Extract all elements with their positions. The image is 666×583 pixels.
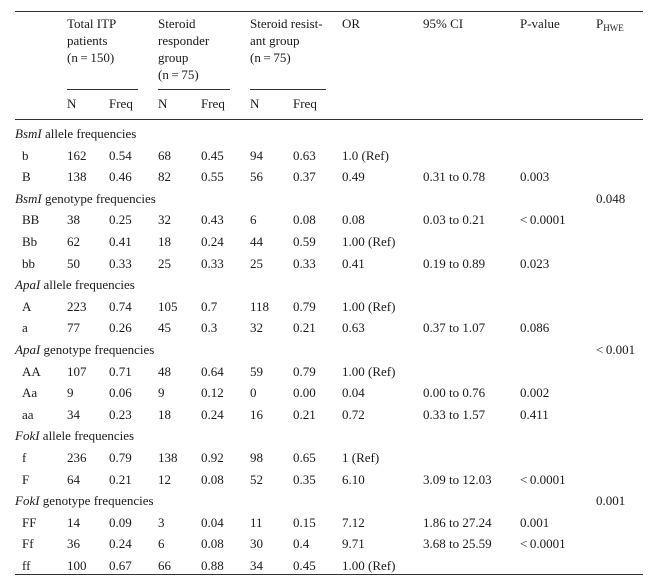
section-title — [15, 190, 156, 207]
table-cell: 0.08 — [293, 212, 316, 228]
table-cell: 12 — [158, 471, 171, 487]
table-cell: AA — [22, 363, 41, 379]
phwe-value: < 0.001 — [596, 342, 636, 357]
table-cell: 138 — [67, 169, 87, 185]
table-cell: 0.63 — [342, 320, 365, 336]
section-gene: BsmI — [15, 126, 42, 141]
table-cell: 9 — [67, 385, 74, 401]
table-cell: 0.79 — [293, 363, 316, 379]
table-cell: 118 — [250, 298, 270, 314]
section-title — [15, 492, 154, 509]
table-cell: 0.88 — [201, 558, 224, 573]
table-cell: 64 — [67, 471, 80, 487]
subrule-resistant — [250, 89, 326, 90]
table-cell: 0.24 — [109, 536, 132, 552]
table-cell: Aa — [22, 385, 38, 401]
table-cell: 0.54 — [109, 147, 132, 163]
table-cell: 0.24 — [201, 406, 224, 422]
table-cell: 0.086 — [520, 320, 550, 336]
section-gene: ApaI — [15, 277, 41, 293]
table-cell: 48 — [158, 363, 171, 379]
header-line: ant group — [250, 33, 300, 48]
header-line: (n = 150) — [67, 50, 115, 65]
table-cell: Ff — [22, 536, 34, 552]
table-cell: 3.68 to 25.59 — [423, 536, 492, 552]
table-cell: 0 — [250, 385, 257, 401]
table-cell: 3 — [158, 514, 165, 530]
section-gene: FokI — [15, 428, 40, 444]
table-cell: 0.72 — [342, 406, 365, 422]
section-gene: BsmI — [15, 190, 42, 206]
table-cell: 0.21 — [109, 471, 132, 487]
header-n: N — [158, 96, 168, 111]
table-cell: 1.0 (Ref) — [342, 147, 389, 163]
table-cell: 6 — [158, 536, 165, 552]
table-cell: 1.00 (Ref) — [342, 558, 396, 573]
table-cell: 98 — [250, 450, 263, 465]
table-cell: 0.41 — [109, 234, 132, 249]
table-cell: 9 — [158, 385, 165, 401]
table-cell: 0.00 — [293, 385, 316, 401]
table-cell: 66 — [158, 558, 171, 573]
table-cell: 0.65 — [293, 450, 316, 465]
table-cell: 1.00 (Ref) — [342, 234, 396, 249]
header-line: Steroid resist- — [250, 16, 323, 31]
section-label: genotype frequencies — [41, 190, 156, 206]
table-cell: a — [22, 320, 28, 336]
table-cell: 1.00 (Ref) — [342, 363, 396, 379]
table-cell: 0.46 — [109, 169, 132, 185]
section-title — [15, 125, 136, 142]
header-line: patients — [67, 33, 108, 48]
table-cell: 38 — [67, 212, 80, 228]
header-freq: Freq — [109, 96, 133, 111]
table-cell: 0.64 — [201, 363, 224, 379]
table-cell: 34 — [67, 406, 80, 422]
table-cell: 107 — [67, 363, 87, 379]
table-cell: 0.023 — [520, 255, 550, 271]
section-title — [15, 427, 134, 444]
table-cell: 0.003 — [520, 169, 550, 185]
table-cell: 0.74 — [109, 298, 132, 314]
table-cell: 0.26 — [109, 320, 132, 336]
table-cell: Bb — [22, 234, 38, 249]
table-cell: 0.24 — [201, 234, 224, 249]
table-cell: 68 — [158, 147, 171, 163]
table-cell: 0.15 — [293, 514, 316, 530]
header-line: (n = 75) — [158, 67, 199, 82]
table-cell: 50 — [67, 255, 80, 271]
table-cell: 0.33 — [293, 255, 316, 271]
table-cell: 14 — [67, 514, 80, 530]
table-cell: 62 — [67, 234, 80, 249]
table-cell: 3.09 to 12.03 — [423, 471, 492, 487]
phwe-value: 0.001 — [596, 493, 626, 509]
section-label: allele frequencies — [41, 126, 137, 141]
header-steroid-responder — [158, 15, 209, 83]
table-cell: b — [22, 147, 29, 163]
table-cell: 11 — [250, 514, 263, 530]
table-cell: 25 — [250, 255, 263, 271]
table-cell: 1 (Ref) — [342, 450, 380, 465]
table-cell: 223 — [67, 298, 87, 314]
table-cell: 0.08 — [201, 536, 224, 552]
section-gene: FokI — [15, 493, 40, 509]
header-or: OR — [342, 16, 361, 31]
table-cell: 6 — [250, 212, 257, 228]
table-cell: FF — [22, 514, 37, 530]
section-label: genotype frequencies — [39, 493, 154, 509]
table-cell: 0.43 — [201, 212, 224, 228]
header-steroid-resistant — [250, 15, 323, 66]
table-cell: 0.03 to 0.21 — [423, 212, 486, 228]
table-cell: 45 — [158, 320, 171, 336]
table-cell: 0.33 — [201, 255, 224, 271]
table-cell: 32 — [158, 212, 171, 228]
header-phwe — [596, 15, 624, 32]
table-cell: 1.00 (Ref) — [342, 298, 396, 314]
header-freq: Freq — [201, 96, 225, 111]
table-cell: 0.4 — [293, 536, 310, 552]
table-cell: < 0.0001 — [520, 536, 566, 552]
header-n: N — [250, 96, 260, 111]
section-label: genotype frequencies — [40, 342, 155, 357]
header-pvalue: P-value — [520, 16, 560, 31]
table-cell: 0.25 — [109, 212, 132, 228]
section-label: allele frequencies — [40, 277, 135, 293]
table-cell: 16 — [250, 406, 263, 422]
table-cell: 82 — [158, 169, 171, 185]
table-cell: 0.001 — [520, 514, 550, 530]
table-cell: 0.41 — [342, 255, 365, 271]
phwe-sub: HWE — [603, 23, 624, 33]
table-cell: 7.12 — [342, 514, 365, 530]
table-cell: 0.33 — [109, 255, 132, 271]
table-cell: 0.08 — [342, 212, 365, 228]
header-total-itp — [67, 15, 116, 66]
table-cell: 0.411 — [520, 406, 549, 422]
phwe-main: P — [596, 16, 604, 31]
table-cell: 34 — [250, 558, 263, 573]
table-cell: 236 — [67, 450, 87, 465]
table-cell: 18 — [158, 234, 171, 249]
table-cell: 0.00 to 0.76 — [423, 385, 486, 401]
table-cell: 0.12 — [201, 385, 224, 401]
table-cell: aa — [22, 406, 34, 422]
header-line: (n = 75) — [250, 50, 291, 65]
table-cell: 0.19 to 0.89 — [423, 255, 486, 271]
table-cell: 0.04 — [342, 385, 365, 401]
header-line: responder — [158, 33, 210, 48]
table-cell: ff — [22, 558, 31, 573]
header-rule — [15, 119, 643, 120]
table-cell: 6.10 — [342, 471, 365, 487]
table-cell: 25 — [158, 255, 171, 271]
table-cell: 0.37 to 1.07 — [423, 320, 486, 336]
header-n: N — [67, 96, 77, 111]
table-cell: 0.63 — [293, 147, 316, 163]
table-cell: 0.45 — [293, 558, 316, 573]
table-cell: 18 — [158, 406, 171, 422]
table-cell: bb — [22, 255, 35, 271]
table-cell: 0.06 — [109, 385, 132, 401]
table-cell: 56 — [250, 169, 263, 185]
table-cell: 138 — [158, 450, 178, 465]
table-cell: 0.23 — [109, 406, 132, 422]
table-cell: 0.33 to 1.57 — [423, 406, 486, 422]
table-cell: 77 — [67, 320, 80, 336]
table-cell: 0.002 — [520, 385, 550, 401]
table-cell: 32 — [250, 320, 263, 336]
table-cell: 0.21 — [293, 406, 316, 422]
table-cell: A — [22, 298, 32, 314]
table-cell: 0.67 — [109, 558, 132, 573]
table-cell: 0.71 — [109, 363, 132, 379]
header-line: Steroid — [158, 16, 196, 31]
table-cell: 0.92 — [201, 450, 224, 465]
table-cell: 0.31 to 0.78 — [423, 169, 486, 185]
header-freq: Freq — [293, 96, 317, 111]
table-cell: 30 — [250, 536, 263, 552]
subrule-total — [67, 89, 138, 90]
table-cell: 0.79 — [293, 298, 316, 314]
table-cell: 0.08 — [201, 471, 224, 487]
header-line: group — [158, 50, 189, 65]
table-cell: 0.35 — [293, 471, 316, 487]
table-cell: 0.59 — [293, 234, 316, 249]
table-cell: 105 — [158, 298, 178, 314]
table-cell: 36 — [67, 536, 80, 552]
table-cell: 9.71 — [342, 536, 365, 552]
table-cell: 162 — [67, 147, 87, 163]
table-cell: < 0.0001 — [520, 212, 566, 228]
table-cell: 59 — [250, 363, 263, 379]
table-cell: 0.37 — [293, 169, 316, 185]
top-rule — [15, 11, 643, 12]
subrule-responder — [158, 89, 230, 90]
table-cell: 0.21 — [293, 320, 316, 336]
table-cell: 44 — [250, 234, 263, 249]
header-ci: 95% CI — [423, 16, 464, 31]
table-cell: 0.45 — [201, 147, 224, 163]
table-cell: 52 — [250, 471, 263, 487]
table-cell: BB — [22, 212, 40, 228]
section-gene: ApaI — [15, 342, 41, 357]
table-cell: f — [22, 450, 27, 465]
table-cell: 0.09 — [109, 514, 132, 530]
table-cell: 94 — [250, 147, 263, 163]
table-cell: 0.55 — [201, 169, 224, 185]
table-cell: B — [22, 169, 31, 185]
section-title — [15, 341, 154, 358]
section-label: allele frequencies — [39, 428, 135, 444]
table-cell: 0.79 — [109, 450, 132, 465]
table-cell: F — [22, 471, 30, 487]
bottom-rule — [15, 574, 643, 575]
section-title — [15, 276, 135, 293]
phwe-value: 0.048 — [596, 190, 626, 206]
table-cell: 0.49 — [342, 169, 365, 185]
table-cell: 100 — [67, 558, 87, 573]
table-cell: 0.3 — [201, 320, 218, 336]
table-cell: 0.04 — [201, 514, 224, 530]
table-cell: 0.7 — [201, 298, 218, 314]
table-cell: 1.86 to 27.24 — [423, 514, 492, 530]
table-cell: < 0.0001 — [520, 471, 566, 487]
header-line: Total ITP — [67, 16, 117, 31]
